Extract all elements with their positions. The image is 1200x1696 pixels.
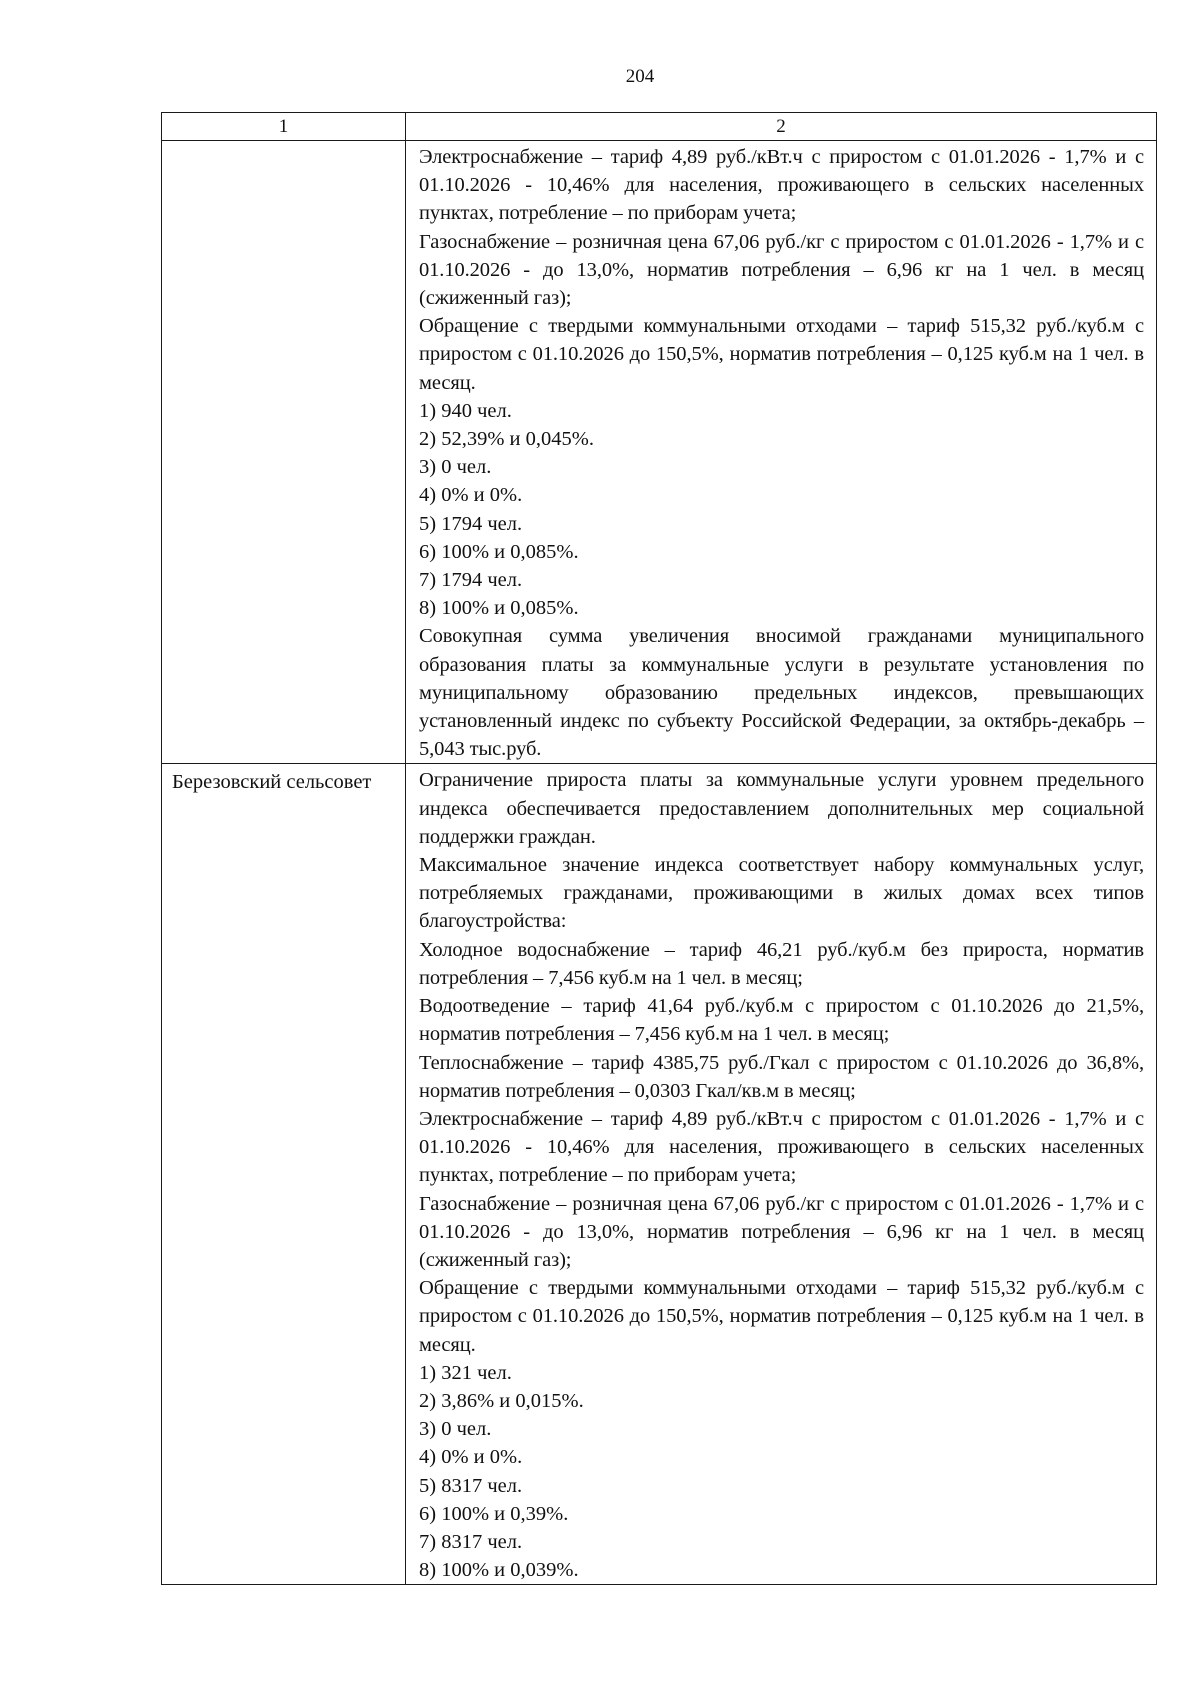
list-item: 7) 8317 чел.: [419, 1530, 523, 1553]
limit-paragraph: Ограничение прироста платы за коммунальные услуги уровнем предельного индекса обеспечивается предоставлением дополнительных мер социальной поддержки граждан.: [419, 769, 1144, 848]
list-item: 2) 3,86% и 0,015%.: [419, 1389, 584, 1412]
list-item: 5) 1794 чел.: [419, 512, 523, 535]
tariff-description-cell: [406, 141, 1157, 764]
page-number: 204: [625, 66, 655, 87]
list-item: 4) 0% и 0%.: [419, 1446, 523, 1469]
table-row: [162, 141, 1157, 764]
table-row: [162, 764, 1157, 1585]
column-header-2: 2: [406, 113, 1157, 141]
tariff-table: [161, 112, 1157, 1585]
waste-paragraph: Обращение с твердыми коммунальными отходами – тариф 515,32 руб./куб.м с приростом с 01.10.2026 до 150,5%, норматив потребления – 0,125 куб.м на 1 чел. в месяц.: [419, 1277, 1144, 1356]
sewerage-paragraph: Водоотведение – тариф 41,64 руб./куб.м с приростом с 01.10.2026 до 21,5%, норматив потребления – 7,456 куб.м на 1 чел. в месяц;: [419, 995, 1144, 1046]
list-item: 1) 321 чел.: [419, 1361, 512, 1384]
list-item: 8) 100% и 0,039%.: [419, 1559, 579, 1582]
list-item: 6) 100% и 0,39%.: [419, 1502, 569, 1525]
electricity-paragraph: Электроснабжение – тариф 4,89 руб./кВт.ч с приростом с 01.01.2026 - 1,7% и с 01.10.2026 - 10,46% для населения, проживающего в сельских населенных пунктах, потребление – по приборам учета;: [419, 146, 1144, 225]
list-item: 2) 52,39% и 0,045%.: [419, 428, 594, 451]
list-item: 1) 940 чел.: [419, 399, 512, 422]
list-item: 8) 100% и 0,085%.: [419, 597, 579, 620]
list-item: 3) 0 чел.: [419, 456, 492, 479]
list-item: 5) 8317 чел.: [419, 1474, 523, 1497]
list-item: 4) 0% и 0%.: [419, 484, 523, 507]
list-item: 7) 1794 чел.: [419, 569, 523, 592]
gas-paragraph: Газоснабжение – розничная цена 67,06 руб./кг с приростом с 01.01.2026 - 1,7% и с 01.10.2026 - до 13,0%, норматив потребления – 6,96 кг на 1 чел. в месяц (сжиженный газ);: [419, 230, 1144, 310]
gas-paragraph: Газоснабжение – розничная цена 67,06 руб./кг с приростом с 01.01.2026 - 1,7% и с 01.10.2026 - до 13,0%, норматив потребления – 6,96 кг на 1 чел. в месяц (сжиженный газ);: [419, 1192, 1144, 1271]
municipality-cell: [162, 141, 406, 764]
list-item: 3) 0 чел.: [419, 1418, 492, 1441]
max-index-paragraph: Максимальное значение индекса соответствует набору коммунальных услуг, потребляемых гражданами, проживающими в жилых домах всех типов благоустройства:: [419, 854, 1144, 933]
tariff-description-cell: [406, 764, 1157, 1585]
municipality-cell: Березовский сельсовет: [162, 764, 406, 1585]
summary-paragraph: Совокупная сумма увеличения вносимой гражданами муниципального образования платы за коммунальные услуги в результате установления по муниципальному образованию предельных индексов, превышающих установленный индекс по субъекту Российской Федерации, за октябрь-декабрь – 5,043 тыс.руб.: [419, 625, 1144, 761]
cold-water-paragraph: Холодное водоснабжение – тариф 46,21 руб./куб.м без прироста, норматив потребления – 7,456 куб.м на 1 чел. в месяц;: [419, 938, 1144, 989]
table-header-row: [162, 113, 1157, 141]
list-item: 6) 100% и 0,085%.: [419, 540, 579, 563]
heating-paragraph: Теплоснабжение – тариф 4385,75 руб./Гкал с приростом с 01.10.2026 до 36,8%, норматив потребления – 0,0303 Гкал/кв.м в месяц;: [419, 1051, 1144, 1102]
waste-paragraph: Обращение с твердыми коммунальными отходами – тариф 515,32 руб./куб.м с приростом с 01.10.2026 до 150,5%, норматив потребления – 0,125 куб.м на 1 чел. в месяц.: [419, 315, 1144, 394]
electricity-paragraph: Электроснабжение – тариф 4,89 руб./кВт.ч с приростом с 01.01.2026 - 1,7% и с 01.10.2026 - 10,46% для населения, проживающего в сельских населенных пунктах, потребление – по приборам учета;: [419, 1107, 1144, 1187]
column-header-1: 1: [162, 113, 406, 141]
